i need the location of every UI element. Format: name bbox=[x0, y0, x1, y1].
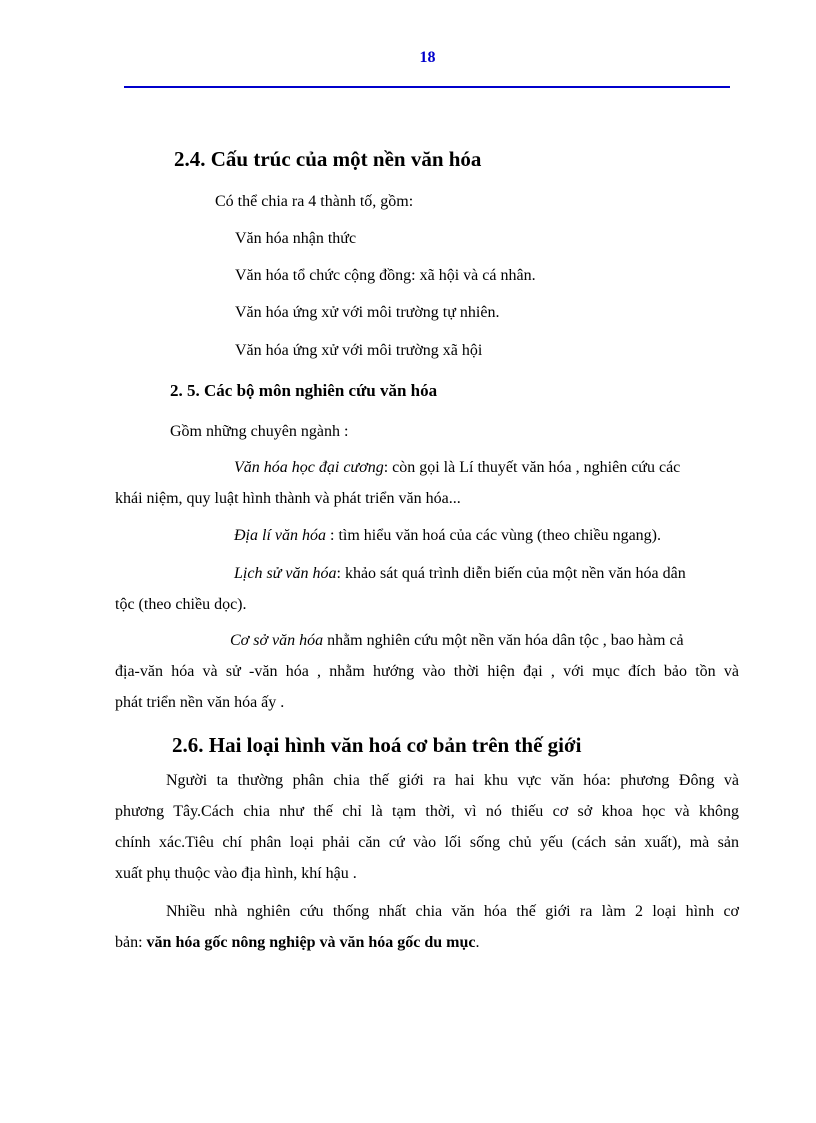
entry-text: : tìm hiểu văn hoá của các vùng (theo chiều ngang). bbox=[326, 527, 661, 544]
entry-line bbox=[234, 565, 686, 583]
paragraph-line: Người ta thường phân chia thế giới ra hai khu vực văn hóa: phương Đông và bbox=[166, 772, 739, 789]
paragraph-line: Nhiều nhà nghiên cứu thống nhất chia văn hóa thế giới ra làm 2 loại hình cơ bbox=[166, 903, 739, 920]
paragraph-line: chính xác.Tiêu chí phân loại phải căn cứ vào lối sống chủ yếu (cách sản xuất), mà sản bbox=[115, 834, 739, 851]
paragraph-text: . bbox=[475, 934, 480, 951]
section-heading-2-5: 2. 5. Các bộ môn nghiên cứu văn hóa bbox=[170, 381, 438, 400]
entry-text: nhằm nghiên cứu một nền văn hóa dân tộc , bao hàm cả bbox=[323, 632, 684, 649]
entry-line bbox=[234, 459, 680, 477]
emphasis-text: văn hóa gốc nông nghiệp và văn hóa gốc du mục bbox=[146, 934, 476, 951]
paragraph-line bbox=[115, 934, 480, 952]
entry-term: Cơ sở văn hóa bbox=[230, 632, 324, 649]
list-item: Văn hóa nhận thức bbox=[235, 230, 357, 247]
paragraph-line: xuất phụ thuộc vào địa hình, khí hậu . bbox=[115, 865, 357, 882]
entry-line: địa-văn hóa và sử -văn hóa , nhằm hướng vào thời hiện đại , với mục đích bảo tồn và bbox=[115, 663, 739, 680]
entry-line: tộc (theo chiều dọc). bbox=[115, 596, 247, 613]
list-item: Văn hóa tổ chức cộng đồng: xã hội và cá nhân. bbox=[235, 267, 536, 284]
section-heading-2-4: 2.4. Cấu trúc của một nền văn hóa bbox=[174, 147, 482, 171]
page-number: 18 bbox=[419, 49, 436, 66]
entry-term: Văn hóa học đại cương bbox=[234, 459, 384, 476]
entry-text: : khảo sát quá trình diễn biến của một nền văn hóa dân bbox=[336, 565, 686, 582]
paragraph-line: phương Tây.Cách chia như thế chỉ là tạm thời, vì nó thiếu cơ sở khoa học và không bbox=[115, 803, 739, 820]
list-item: Văn hóa ứng xử với môi trường xã hội bbox=[235, 342, 483, 359]
entry-term: Địa lí văn hóa bbox=[234, 527, 326, 544]
entry-line: khái niệm, quy luật hình thành và phát triển văn hóa... bbox=[115, 490, 461, 507]
section-2-4-intro: Có thể chia ra 4 thành tố, gồm: bbox=[215, 193, 414, 210]
paragraph-text: bản: bbox=[115, 934, 147, 951]
section-heading-2-6: 2.6. Hai loại hình văn hoá cơ bản trên thế giới bbox=[172, 733, 582, 757]
entry-text: : còn gọi là Lí thuyết văn hóa , nghiên cứu các bbox=[383, 459, 681, 476]
entry-line: phát triển nền văn hóa ấy . bbox=[115, 694, 285, 711]
entry-term: Lịch sử văn hóa bbox=[234, 565, 337, 582]
section-2-5-intro: Gồm những chuyên ngành : bbox=[170, 423, 349, 440]
entry-line bbox=[230, 632, 684, 650]
entry-line bbox=[234, 527, 661, 545]
header-rule bbox=[124, 86, 730, 88]
list-item: Văn hóa ứng xử với môi trường tự nhiên. bbox=[235, 304, 500, 321]
